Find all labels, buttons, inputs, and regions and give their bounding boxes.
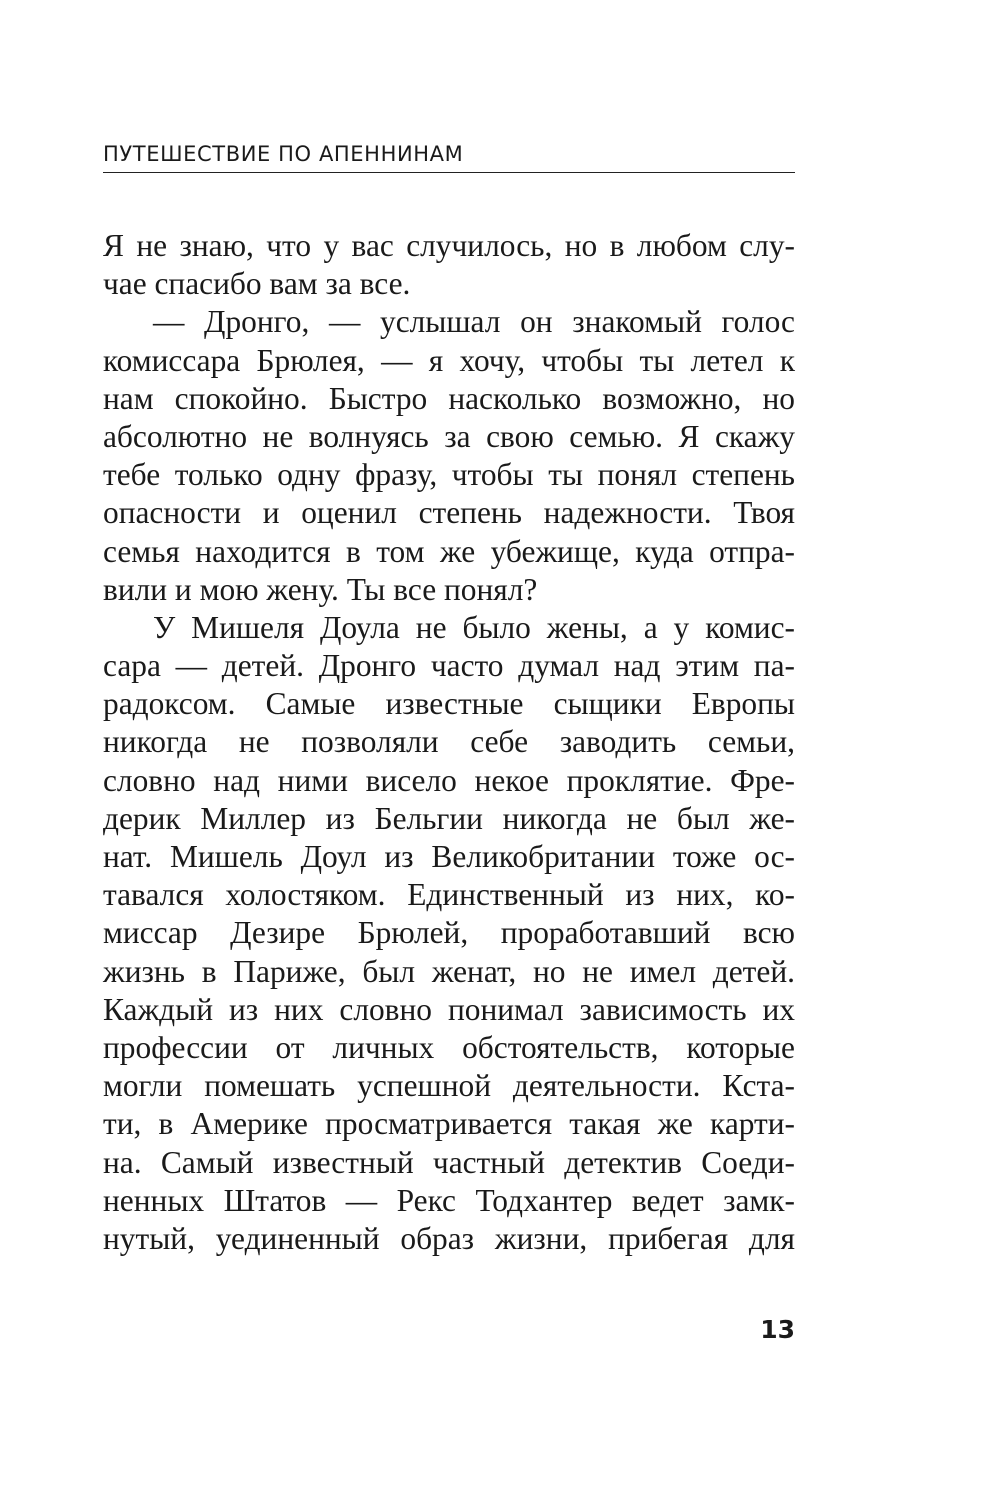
text-line: чае спасибо вам за все.	[103, 266, 411, 302]
text-line: Я не знаю, что у вас случилось, но в любом слу-	[103, 228, 795, 263]
text-line: Каждый из них словно понимал зависимость их	[103, 991, 795, 1027]
text-line: миссар Дезире Брюлей, проработавший всю	[103, 915, 795, 951]
text-line: тавался холостяком. Единственный из них, ко-	[103, 877, 795, 913]
running-title: ПУТЕШЕСТВИЕ ПО АПЕННИНАМ	[103, 142, 464, 166]
text-line: семья находится в том же убежище, куда отпра-	[103, 533, 795, 569]
text-line: радоксом. Самые известные сыщики Европы	[103, 686, 795, 722]
text-line: комиссара Брюлея, — я хочу, чтобы ты летел к	[103, 342, 795, 378]
text-line: тебе только одну фразу, чтобы ты понял степень	[103, 457, 795, 493]
text-line: У Мишеля Доула не было жены, а у комис-	[153, 609, 795, 645]
text-line: нутый, уединенный образ жизни, прибегая для	[103, 1220, 795, 1256]
text-line: могли помешать успешной деятельности. Кста-	[103, 1068, 795, 1104]
text-line: ти, в Америке просматривается такая же карти-	[103, 1106, 795, 1142]
text-line: — Дронго, — услышал он знакомый голос	[153, 304, 795, 340]
text-line: сара — детей. Дронго часто думал над этим па-	[103, 648, 795, 684]
page-number: 13	[760, 1315, 795, 1344]
text-line: нам спокойно. Быстро насколько возможно, но	[103, 380, 795, 416]
text-line: словно над ними висело некое проклятие. Фре-	[103, 762, 795, 798]
text-line: жизнь в Париже, был женат, но не имел детей.	[103, 953, 795, 989]
text-line: опасности и оценил степень надежности. Твоя	[103, 495, 795, 531]
text-line: дерик Миллер из Бельгии никогда не был же-	[103, 800, 795, 836]
text-line: профессии от личных обстоятельств, которые	[103, 1029, 795, 1065]
text-line: абсолютно не волнуясь за свою семью. Я скажу	[103, 418, 795, 454]
text-line: никогда не позволяли себе заводить семьи,	[103, 724, 795, 760]
text-line: вили и мою жену. Ты все понял?	[103, 571, 538, 607]
text-line: нат. Мишель Доул из Великобритании тоже ос-	[103, 839, 795, 874]
text-line: на. Самый известный частный детектив Соеди-	[103, 1144, 795, 1180]
running-head	[103, 140, 795, 173]
body-text	[103, 227, 795, 1258]
text-line: ненных Штатов — Рекс Тодхантер ведет замк-	[103, 1182, 795, 1218]
